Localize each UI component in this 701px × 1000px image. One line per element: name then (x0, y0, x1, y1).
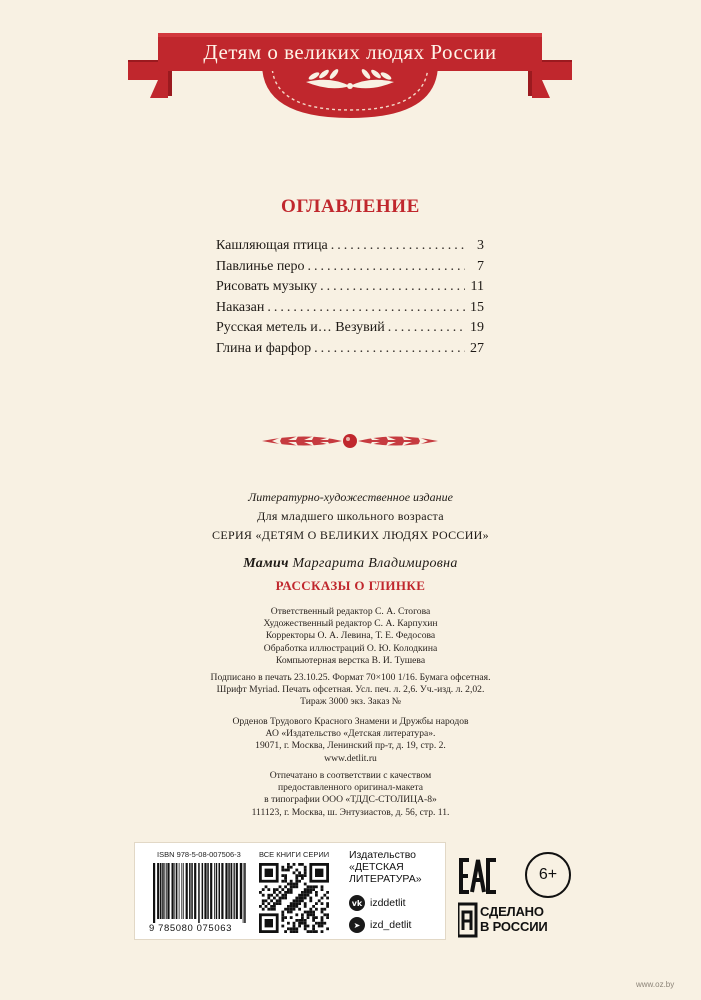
vk-handle: izddetlit (370, 897, 406, 909)
all-books-label: ВСЕ КНИГИ СЕРИИ (259, 850, 330, 859)
toc-entry-page: 7 (477, 258, 484, 274)
publisher-block (0, 716, 701, 765)
toc-entry[interactable] (216, 257, 484, 278)
telegram-link[interactable] (349, 917, 411, 933)
table-of-contents (216, 236, 484, 359)
print-line: Шрифт Myriad. Печать офсетная. Усл. печ. л. 2,6. Уч.-изд. л. 2,02. (216, 684, 485, 696)
toc-entry-label: Рисовать музыку (216, 279, 318, 294)
toc-entry-label: Наказан (216, 299, 265, 315)
credits-line: Обработка иллюстраций О. Ю. Колодкина (263, 642, 438, 654)
publisher-name: Издательство «ДЕТСКАЯ ЛИТЕРАТУРА» (349, 849, 422, 885)
book-title: РАССКАЗЫ О ГЛИНКЕ (275, 578, 426, 593)
credits-line: Художественный редактор С. А. Карпухин (263, 618, 438, 630)
print-info-block (0, 672, 701, 709)
toc-leader-dots (388, 318, 465, 339)
telegram-icon: ➤ (349, 917, 365, 933)
toc-leader-dots (308, 257, 465, 278)
toc-title: ОГЛАВЛЕНИЕ (281, 196, 420, 217)
toc-entry[interactable] (216, 298, 484, 319)
toc-leader-dots (267, 298, 465, 319)
age-group: Для младшего школьного возраста (257, 509, 444, 523)
barcode-digits: 9 785080 075063 (149, 923, 232, 934)
toc-leader-dots (331, 236, 465, 257)
credits-block (0, 606, 701, 667)
toc-entry[interactable] (216, 277, 484, 298)
age-rating-badge: 6+ (525, 852, 571, 898)
credits-line: Ответственный редактор С. А. Стогова (270, 606, 431, 617)
vk-link[interactable] (349, 895, 406, 911)
toc-entry-label: Русская метель и… Везувий (216, 320, 385, 335)
printed-line: предоставленного оригинал-макета (278, 782, 423, 794)
laurel-ornament-icon (258, 428, 442, 454)
credits-line: Компьютерная верстка В. И. Тушева (275, 654, 426, 666)
publisher-line: АО «Издательство «Детская литература». (265, 728, 436, 740)
printed-line: в типографии ООО «ТДДС-СТОЛИЦА-8» (264, 794, 437, 806)
print-line: Подписано в печать 23.10.25. Формат 70×100 1/16. Бумага офсетная. (210, 672, 491, 683)
publisher-line: www.detlit.ru (324, 752, 377, 764)
publisher-line: Орденов Трудового Красного Знамени и Дружбы народов (232, 716, 469, 727)
toc-entry-label: Кашляющая птица (216, 238, 328, 253)
printed-line: Отпечатано в соответствии с качеством (269, 770, 432, 781)
toc-entry-page: 3 (477, 238, 484, 253)
eac-mark-icon (458, 856, 498, 896)
watermark: www.oz.by (636, 980, 675, 989)
toc-leader-dots (314, 339, 465, 360)
toc-entry-page: 15 (470, 299, 484, 315)
qr-code-icon[interactable] (259, 863, 329, 933)
printed-line: 111123, г. Москва, ш. Энтузиастов, д. 56, стр. 11. (251, 806, 450, 818)
edition-type: Литературно-художественное издание (248, 490, 453, 504)
publisher-line: 19071, г. Москва, Ленинский пр-т, д. 19, стр. 2. (255, 740, 446, 752)
credits-line: Корректоры О. А. Левина, Т. Е. Федосова (265, 630, 436, 642)
toc-entry-page: 11 (470, 279, 484, 294)
toc-entry-page: 19 (470, 320, 484, 335)
series-name: СЕРИЯ «ДЕТЯМ О ВЕЛИКИХ ЛЮДЯХ РОССИИ» (212, 528, 489, 542)
barcode-icon (151, 863, 247, 923)
author-first-name: Маргарита Владимировна (292, 556, 458, 571)
toc-leader-dots (320, 277, 465, 298)
printing-house-block (0, 770, 701, 819)
series-banner-title: Детям о великих людях России (203, 40, 497, 64)
telegram-handle: izd_detlit (370, 919, 412, 931)
toc-entry[interactable] (216, 236, 484, 257)
isbn-label: ISBN 978-5-08-007506-3 (157, 850, 241, 859)
author-last-name: Мамич (243, 556, 289, 571)
print-line: Тираж 3000 экз. Заказ № (300, 696, 401, 708)
author (0, 556, 701, 572)
vk-icon: vk (349, 895, 365, 911)
made-in-russia-text: СДЕЛАНО В РОССИИ (480, 904, 548, 934)
toc-entry[interactable] (216, 339, 484, 360)
toc-entry-label: Павлинье перо (216, 258, 305, 274)
toc-entry-page: 27 (470, 340, 484, 356)
toc-entry-label: Глина и фарфор (216, 340, 312, 356)
toc-entry[interactable] (216, 318, 484, 339)
info-box (134, 842, 446, 940)
